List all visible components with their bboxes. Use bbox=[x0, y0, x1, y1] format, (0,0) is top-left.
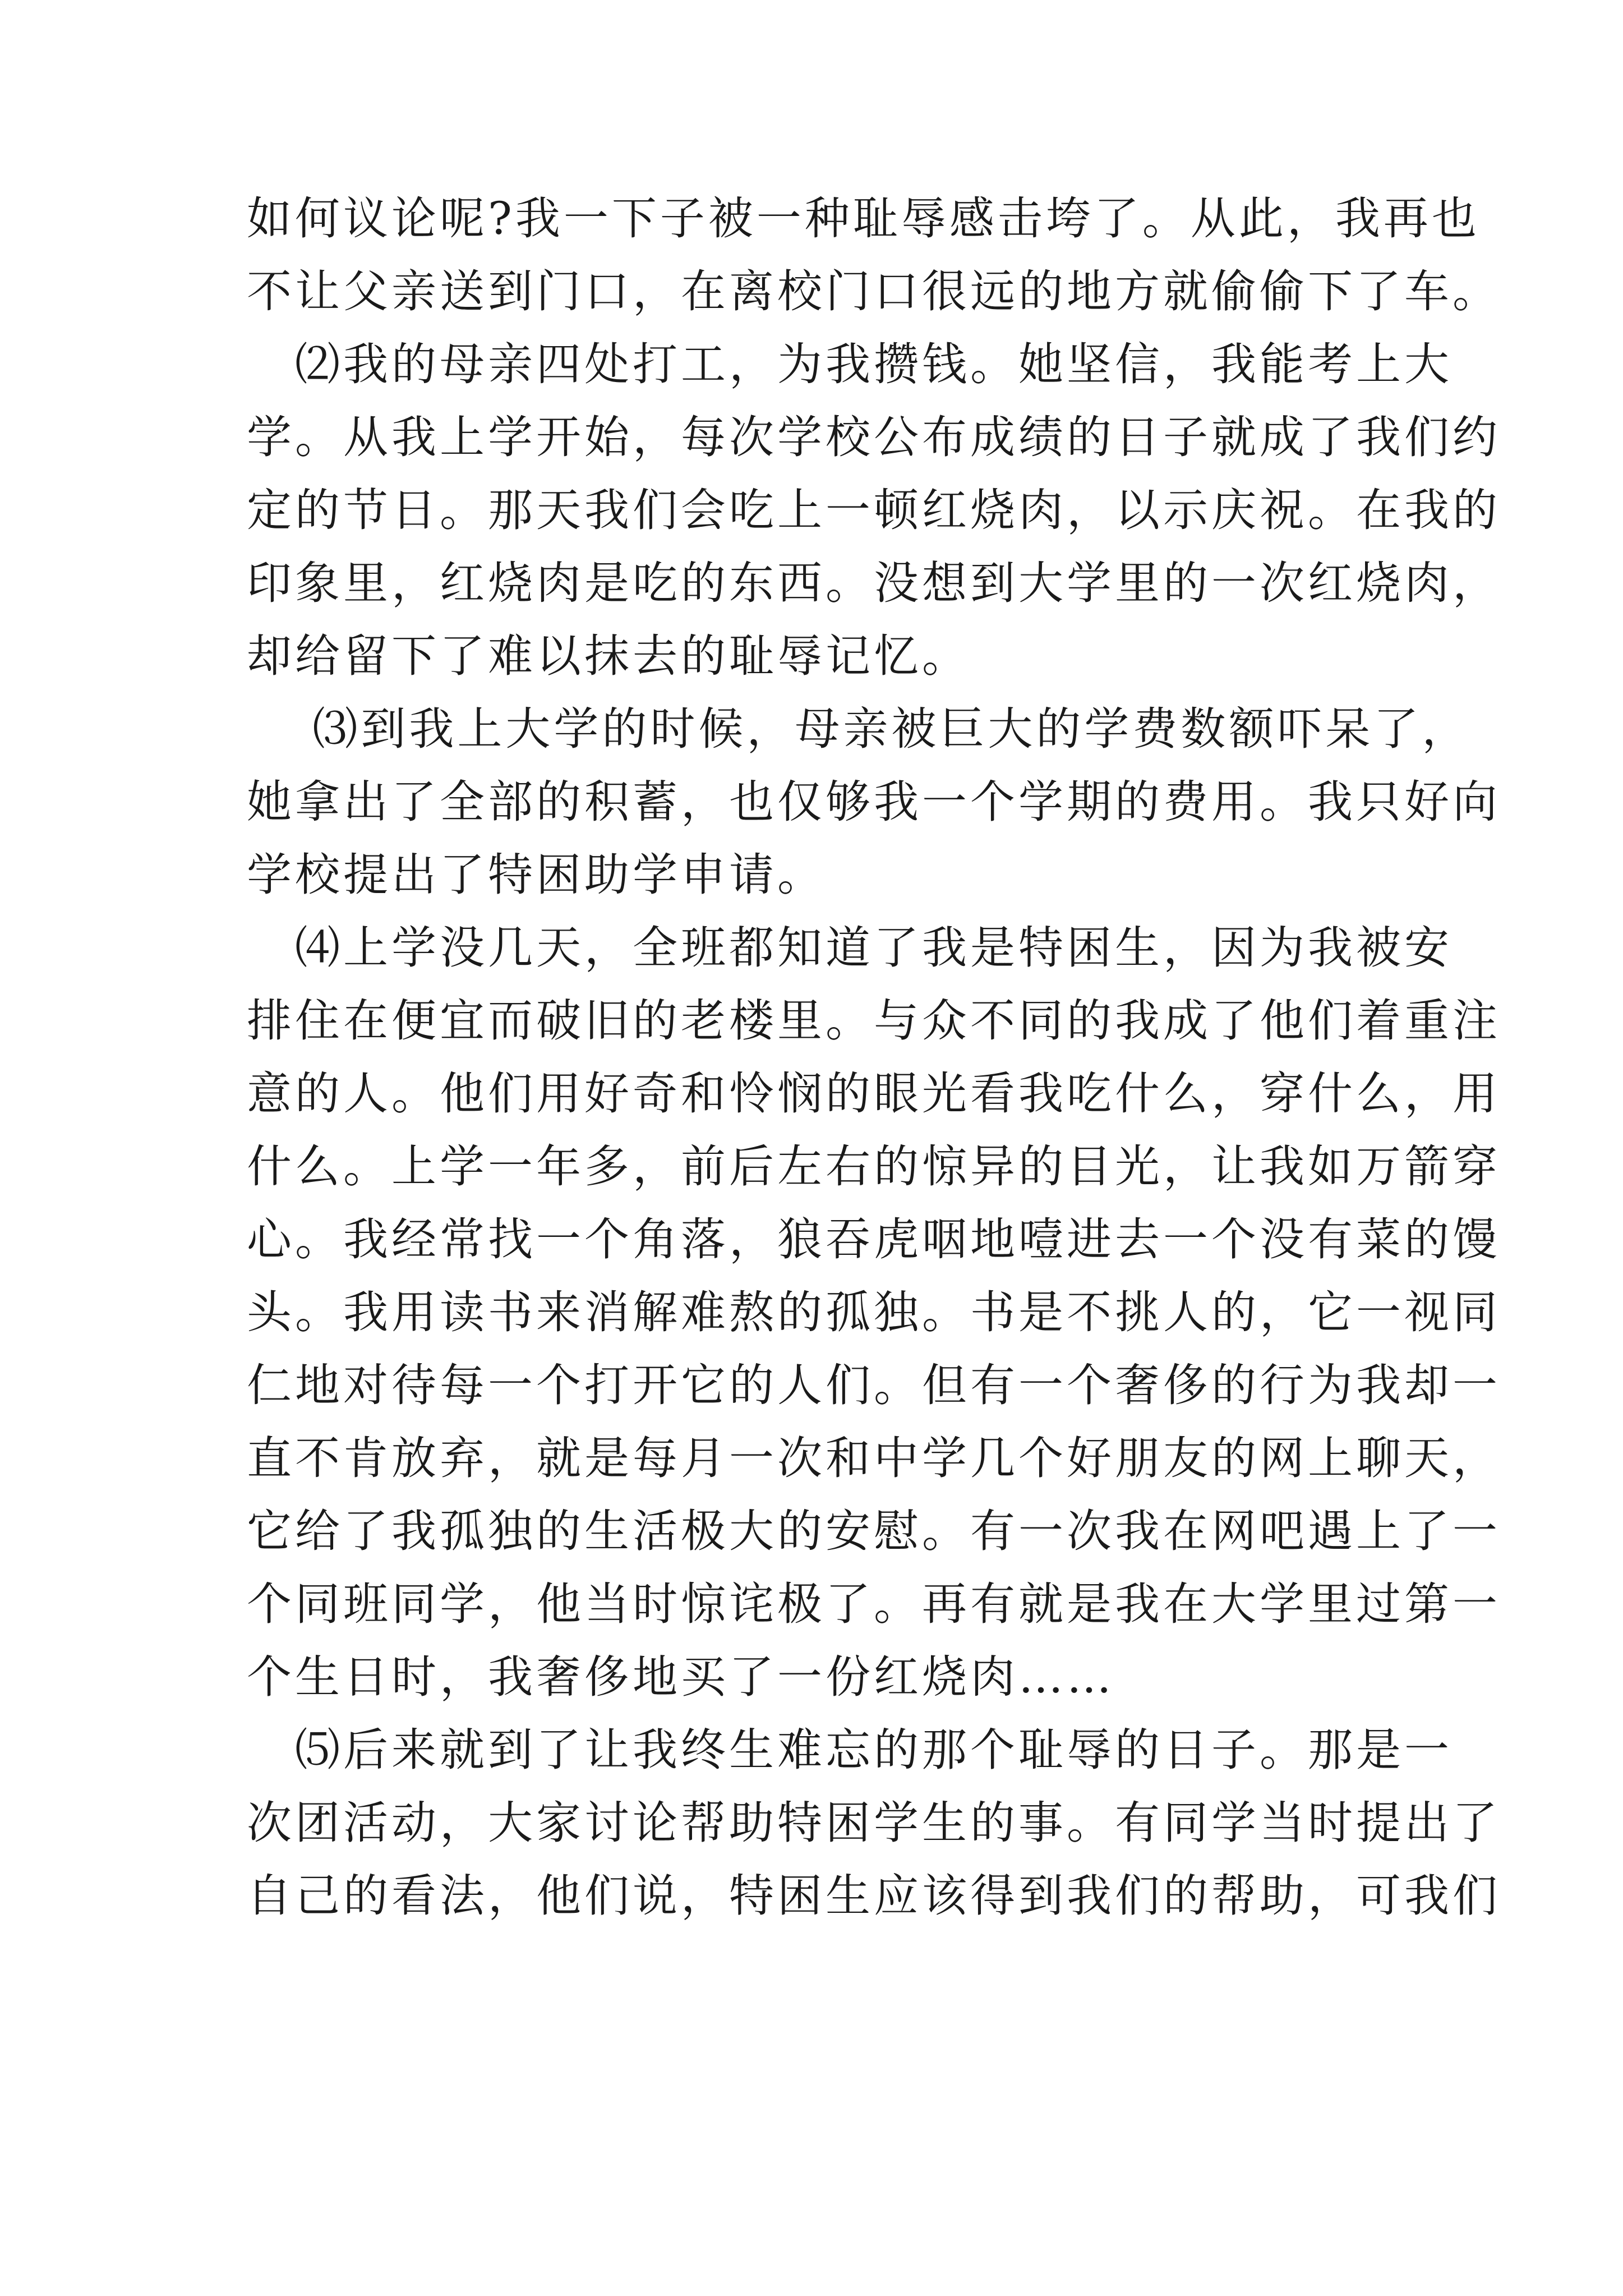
body-text bbox=[247, 182, 1501, 1932]
text-line: 如何议论呢?我一下子被一种耻辱感击垮了。从此，我再也 bbox=[247, 192, 1480, 245]
text-line: ⑶到我上大学的时候，母亲被巨大的学费数额吓呆了， bbox=[247, 703, 1470, 755]
text-line: 个生日时，我奢侈地买了一份红烧肉…… bbox=[247, 1651, 1115, 1703]
text-line: 心。我经常找一个角落，狼吞虎咽地噎进去一个没有菜的馒 bbox=[247, 1213, 1501, 1266]
text-line: 什么。上学一年多，前后左右的惊异的目光，让我如万箭穿 bbox=[247, 1140, 1501, 1193]
text-line: ⑵我的母亲四处打工，为我攒钱。她坚信，我能考上大 bbox=[247, 338, 1453, 390]
text-line: 她拿出了全部的积蓄，也仅够我一个学期的费用。我只好向 bbox=[247, 776, 1501, 828]
text-line: 不让父亲送到门口，在离校门口很远的地方就偷偷下了车。 bbox=[247, 265, 1501, 318]
text-line: 它给了我孤独的生活极大的安慰。有一次我在网吧遇上了一 bbox=[247, 1505, 1501, 1557]
text-line: 意的人。他们用好奇和怜悯的眼光看我吃什么，穿什么，用 bbox=[247, 1068, 1501, 1120]
text-line: 却给留下了难以抹去的耻辱记忆。 bbox=[247, 630, 970, 682]
text-line: 定的节日。那天我们会吃上一顿红烧肉，以示庆祝。在我的 bbox=[247, 484, 1501, 536]
text-line: 头。我用读书来消解难熬的孤独。书是不挑人的，它一视同 bbox=[247, 1286, 1501, 1338]
text-line: 个同班同学，他当时惊诧极了。再有就是我在大学里过第一 bbox=[247, 1578, 1501, 1630]
text-line: 学。从我上学开始，每次学校公布成绩的日子就成了我们约 bbox=[247, 411, 1501, 463]
text-line: 学校提出了特困助学申请。 bbox=[247, 849, 826, 901]
text-line: 直不肯放弃，就是每月一次和中学几个好朋友的网上聊天， bbox=[247, 1432, 1501, 1484]
text-line: ⑷上学没几天，全班都知道了我是特困生，因为我被安 bbox=[247, 922, 1453, 974]
text-line: 自己的看法，他们说，特困生应该得到我们的帮助，可我们 bbox=[247, 1870, 1501, 1922]
text-line: 仁地对待每一个打开它的人们。但有一个奢侈的行为我却一 bbox=[247, 1359, 1501, 1411]
text-line: 印象里，红烧肉是吃的东西。没想到大学里的一次红烧肉， bbox=[247, 557, 1501, 609]
text-line: ⑸后来就到了让我终生难忘的那个耻辱的日子。那是一 bbox=[247, 1724, 1453, 1776]
text-line: 排住在便宜而破旧的老楼里。与众不同的我成了他们着重注 bbox=[247, 995, 1501, 1047]
text-line: 次团活动，大家讨论帮助特困学生的事。有同学当时提出了 bbox=[247, 1797, 1501, 1849]
